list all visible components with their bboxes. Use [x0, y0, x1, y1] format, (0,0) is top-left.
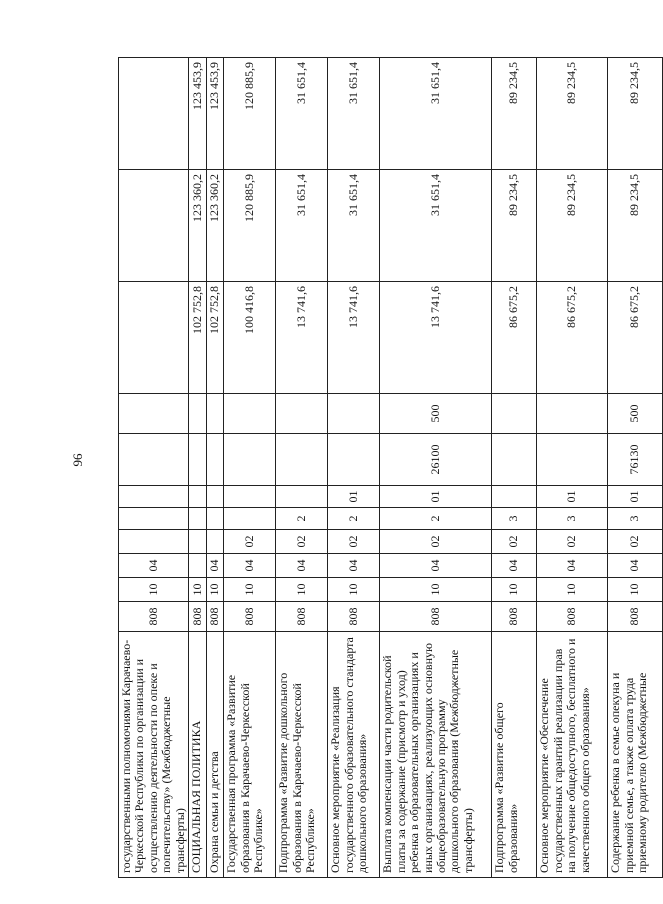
cell-c3: 01: [537, 486, 608, 508]
cell-c4: [224, 434, 276, 486]
cell-rz: 10: [328, 578, 380, 602]
cell-gr: 808: [189, 602, 207, 632]
cell-name: СОЦИАЛЬНАЯ ПОЛИТИКА: [189, 632, 207, 878]
cell-c4: [328, 434, 380, 486]
cell-c3: [276, 486, 328, 508]
cell-rz: 10: [224, 578, 276, 602]
cell-c3: [189, 486, 207, 508]
cell-c1: 02: [224, 530, 276, 554]
table-row: [492, 58, 537, 878]
cell-v2: 120 885,9: [224, 170, 276, 282]
cell-name: Выплата компенсации части родительской платы за содержание (присмотр и уход) ребенка в образовательных организациях и иных организациях, реализующих основную общеобразовательную программу дошкольного образования (Межбюджетные трансферты): [380, 632, 492, 878]
cell-c3: [492, 486, 537, 508]
cell-c1: [119, 530, 189, 554]
cell-c2: 2: [276, 508, 328, 530]
table-row: [537, 58, 608, 878]
cell-c1: 02: [380, 530, 492, 554]
cell-v2: 123 360,2: [207, 170, 224, 282]
cell-v3: 120 885,9: [224, 58, 276, 170]
cell-v1: 86 675,2: [537, 282, 608, 394]
cell-v2: 89 234,5: [608, 170, 663, 282]
cell-c3: [119, 486, 189, 508]
cell-v2: [119, 170, 189, 282]
table-row: [380, 58, 492, 878]
cell-vr: [276, 394, 328, 434]
cell-c2: [119, 508, 189, 530]
cell-v2: 89 234,5: [537, 170, 608, 282]
cell-c4: [189, 434, 207, 486]
table-row: [224, 58, 276, 878]
rotated-table-container: [118, 58, 650, 878]
cell-vr: [119, 394, 189, 434]
cell-c3: 01: [380, 486, 492, 508]
cell-pr: 04: [119, 554, 189, 578]
cell-c2: [207, 508, 224, 530]
cell-pr: 04: [276, 554, 328, 578]
cell-v3: 89 234,5: [608, 58, 663, 170]
cell-c4: [207, 434, 224, 486]
cell-pr: 04: [224, 554, 276, 578]
cell-pr: 04: [608, 554, 663, 578]
cell-v1: 100 416,8: [224, 282, 276, 394]
cell-v1: 102 752,8: [189, 282, 207, 394]
cell-c4: [276, 434, 328, 486]
cell-v1: [119, 282, 189, 394]
cell-pr: 04: [492, 554, 537, 578]
table-body: [119, 58, 663, 878]
cell-vr: [224, 394, 276, 434]
cell-c3: [207, 486, 224, 508]
table-row: [189, 58, 207, 878]
cell-c3: 01: [608, 486, 663, 508]
cell-v1: 13 741,6: [380, 282, 492, 394]
cell-vr: [537, 394, 608, 434]
cell-gr: 808: [537, 602, 608, 632]
table-row: [207, 58, 224, 878]
cell-c4: 76130: [608, 434, 663, 486]
cell-vr: [189, 394, 207, 434]
cell-c1: [207, 530, 224, 554]
cell-rz: 10: [207, 578, 224, 602]
cell-c4: 26100: [380, 434, 492, 486]
cell-c1: 02: [608, 530, 663, 554]
table-row: [328, 58, 380, 878]
cell-v3: 123 453,9: [189, 58, 207, 170]
cell-v1: 86 675,2: [608, 282, 663, 394]
cell-rz: 10: [189, 578, 207, 602]
cell-v2: 89 234,5: [492, 170, 537, 282]
cell-gr: 808: [380, 602, 492, 632]
cell-rz: 10: [380, 578, 492, 602]
cell-name: Государственная программа «Развитие образования в Карачаево-Черкесской Республике»: [224, 632, 276, 878]
cell-v3: 31 651,4: [328, 58, 380, 170]
cell-pr: 04: [207, 554, 224, 578]
cell-rz: 10: [608, 578, 663, 602]
cell-v2: 31 651,4: [380, 170, 492, 282]
cell-c3: 01: [328, 486, 380, 508]
cell-name: Подпрограмма «Развитие общего образования»: [492, 632, 537, 878]
cell-v3: 89 234,5: [537, 58, 608, 170]
cell-v2: 31 651,4: [328, 170, 380, 282]
cell-c2: 2: [328, 508, 380, 530]
cell-gr: 808: [207, 602, 224, 632]
budget-table: [118, 57, 663, 878]
cell-c1: 02: [537, 530, 608, 554]
cell-v3: 31 651,4: [380, 58, 492, 170]
cell-name: Охрана семьи и детства: [207, 632, 224, 878]
cell-pr: [189, 554, 207, 578]
cell-c1: [189, 530, 207, 554]
cell-name: Основное мероприятие «Реализация государственного образовательного стандарта дошкольного образования»: [328, 632, 380, 878]
cell-rz: 10: [276, 578, 328, 602]
cell-c2: 2: [380, 508, 492, 530]
cell-gr: 808: [328, 602, 380, 632]
cell-c4: [537, 434, 608, 486]
cell-name: Подпрограмма «Развитие дошкольного образования в Карачаево-Черкесской Республике»: [276, 632, 328, 878]
table-row: [276, 58, 328, 878]
cell-c1: 02: [276, 530, 328, 554]
cell-name: государственными полномочиями Карачаево-Черкесской Республики по организации и осуществлению деятельности по опеке и попечительству» (Межбюджетные трансферты): [119, 632, 189, 878]
cell-vr: 500: [380, 394, 492, 434]
cell-vr: 500: [608, 394, 663, 434]
cell-c2: 3: [492, 508, 537, 530]
cell-vr: [207, 394, 224, 434]
cell-name: Основное мероприятие «Обеспечение государственных гарантий реализации прав на получение общедоступного, бесплатного и качественного общего образования»: [537, 632, 608, 878]
cell-v1: 13 741,6: [328, 282, 380, 394]
cell-gr: 808: [492, 602, 537, 632]
cell-gr: 808: [224, 602, 276, 632]
cell-gr: 808: [276, 602, 328, 632]
cell-gr: 808: [608, 602, 663, 632]
page-number: 96: [70, 453, 85, 467]
cell-v3: 123 453,9: [207, 58, 224, 170]
cell-c2: [224, 508, 276, 530]
cell-c2: [189, 508, 207, 530]
cell-v1: 86 675,2: [492, 282, 537, 394]
cell-v3: [119, 58, 189, 170]
table-row: [608, 58, 663, 878]
cell-rz: 10: [492, 578, 537, 602]
cell-v1: 13 741,6: [276, 282, 328, 394]
cell-v1: 102 752,8: [207, 282, 224, 394]
cell-v3: 31 651,4: [276, 58, 328, 170]
cell-c4: [492, 434, 537, 486]
cell-c3: [224, 486, 276, 508]
cell-vr: [328, 394, 380, 434]
cell-c2: 3: [537, 508, 608, 530]
cell-vr: [492, 394, 537, 434]
cell-pr: 04: [380, 554, 492, 578]
cell-pr: 04: [537, 554, 608, 578]
cell-c4: [119, 434, 189, 486]
cell-gr: 808: [119, 602, 189, 632]
cell-c1: 02: [328, 530, 380, 554]
table-row: [119, 58, 189, 878]
cell-name: Содержание ребенка в семье опекуна и приемной семье, а также оплата труда приемному родителю (Межбюджетные: [608, 632, 663, 878]
cell-pr: 04: [328, 554, 380, 578]
cell-c1: 02: [492, 530, 537, 554]
cell-v2: 123 360,2: [189, 170, 207, 282]
cell-v2: 31 651,4: [276, 170, 328, 282]
cell-rz: 10: [537, 578, 608, 602]
cell-v3: 89 234,5: [492, 58, 537, 170]
cell-c2: 3: [608, 508, 663, 530]
cell-rz: 10: [119, 578, 189, 602]
